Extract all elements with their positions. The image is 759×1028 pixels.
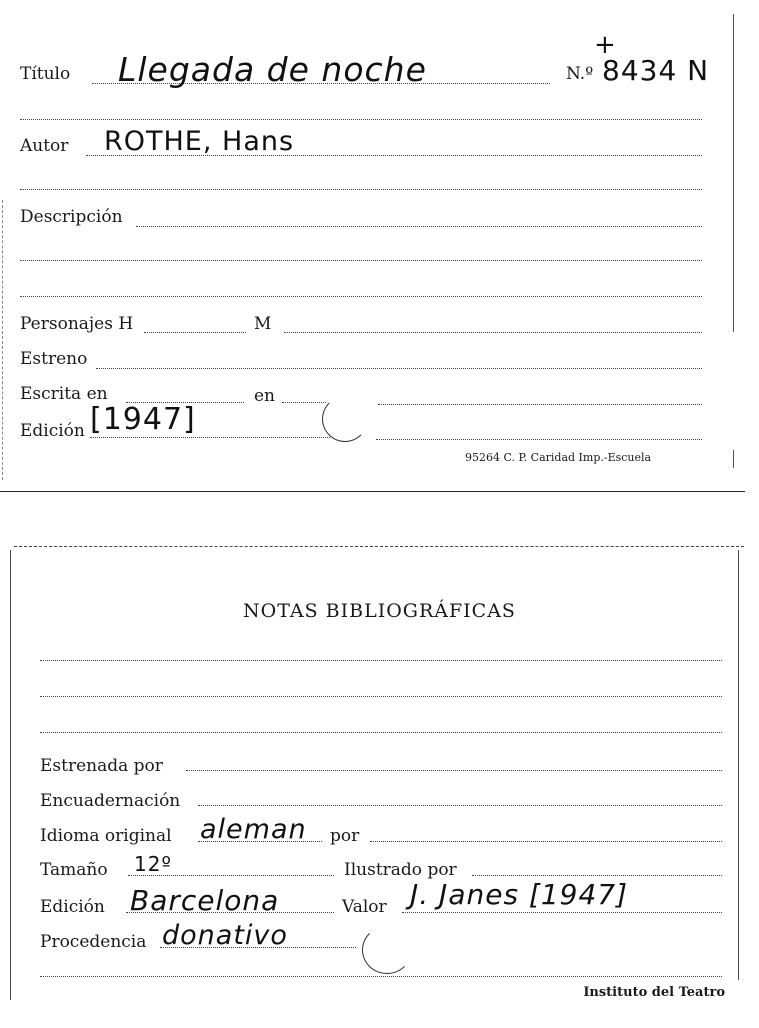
punch-hole-mark: [362, 926, 412, 974]
autor-label: Autor: [20, 136, 69, 156]
card-edge: [2, 200, 3, 480]
card-edge: [14, 546, 744, 547]
ruled-line: [20, 260, 702, 261]
personajes-label: Personajes H: [20, 314, 134, 334]
escrita-label: Escrita en: [20, 384, 108, 404]
encuadernacion-label: Encuadernación: [40, 791, 181, 811]
tamano-label: Tamaño: [40, 860, 108, 880]
ruled-line: [40, 660, 722, 661]
idioma-value: aleman: [200, 814, 307, 845]
ruled-line: [20, 119, 702, 120]
estreno-line: [96, 368, 702, 369]
valor-line: [402, 912, 722, 913]
estreno-label: Estreno: [20, 349, 88, 369]
ruled-line: [20, 296, 702, 297]
edicion-back-label: Edición: [40, 897, 105, 917]
edicion-label: Edición: [20, 421, 85, 441]
autor-value: ROTHE, Hans: [104, 126, 295, 157]
numero-mark: +: [594, 30, 617, 60]
edicion-line: [376, 439, 702, 440]
edicion-value: [1947]: [90, 402, 196, 437]
ruled-line: [20, 189, 702, 190]
printer-imprint: 95264 C. P. Caridad Imp.-Escuela: [465, 451, 652, 464]
idioma-por-label: por: [330, 826, 360, 846]
descripcion-label: Descripción: [20, 207, 123, 227]
titulo-value: Llegada de noche: [118, 50, 427, 89]
numero-value: 8434 N: [602, 54, 710, 87]
estrenada-line: [186, 770, 722, 771]
estrenada-label: Estrenada por: [40, 756, 163, 776]
ruled-line: [40, 976, 722, 977]
ruled-line: [40, 732, 722, 733]
institution-footer: Instituto del Teatro: [583, 985, 725, 1000]
descripcion-line: [136, 226, 702, 227]
titulo-label: Título: [20, 64, 71, 84]
ilustrado-line: [472, 875, 722, 876]
ilustrado-label: Ilustrado por: [344, 860, 457, 880]
punch-hole-mark: [322, 396, 368, 442]
notas-title: NOTAS BIBLIOGRÁFICAS: [243, 600, 516, 622]
valor-label: Valor: [342, 897, 387, 917]
valor-value: J. Janes [1947]: [410, 878, 629, 911]
card-edge: [733, 14, 734, 332]
idioma-label: Idioma original: [40, 826, 172, 846]
numero-label: N.º: [566, 64, 594, 84]
edicion-back-value: Barcelona: [130, 884, 280, 917]
idioma-por-line: [370, 841, 722, 842]
edicion-line: [90, 437, 330, 438]
procedencia-label: Procedencia: [40, 932, 147, 952]
catalog-card-front: [0, 0, 759, 492]
escrita-line: [378, 404, 702, 405]
ruled-line: [40, 696, 722, 697]
catalog-card-back: [0, 530, 759, 1028]
personajes-m-line: [284, 332, 702, 333]
personajes-m-label: M: [254, 314, 272, 334]
tamano-value: 12º: [134, 852, 172, 876]
encuadernacion-line: [198, 805, 722, 806]
escrita-en-label: en: [254, 386, 276, 406]
card-edge: [733, 450, 734, 468]
personajes-h-line: [144, 332, 246, 333]
escrita-en-line: [282, 402, 326, 403]
procedencia-value: donativo: [162, 920, 288, 951]
card-edge: [0, 491, 745, 492]
